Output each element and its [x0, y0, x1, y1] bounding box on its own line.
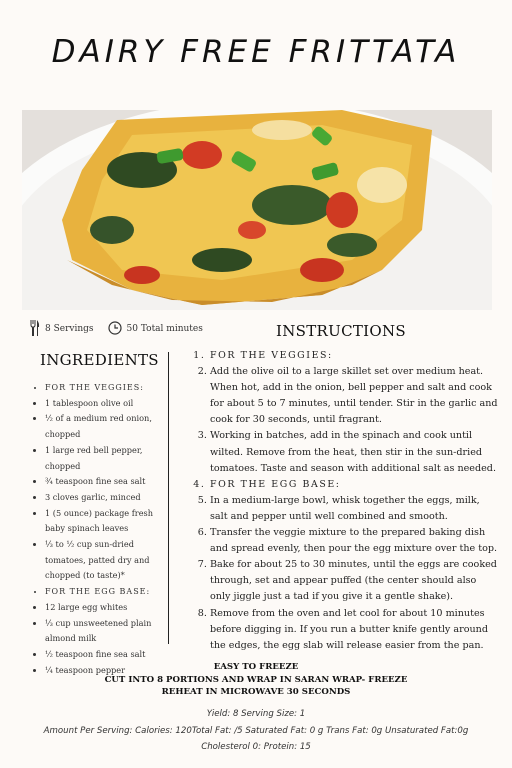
ingredient-item: • ⅓ to ½ cup sun-dried tomatoes, patted dry and chopped (to taste)*	[45, 537, 166, 584]
instruction-group-label: 4. FOR THE EGG BASE:	[210, 477, 498, 493]
frittata-image	[22, 110, 492, 310]
ingredient-item: • 1 (5 ounce) package fresh baby spinach leaves	[45, 506, 166, 537]
instruction-step: 2. Add the olive oil to a large skillet set over medium heat. When hot, add in the onion, bell pepper and salt and cook for about 5 to 7 minutes, until tender. Stir in the garlic and cook for 30 seconds, until fragrant.	[210, 364, 498, 428]
ingredient-item: • 1 tablespoon olive oil	[45, 396, 166, 412]
nutrition-line-2: Cholesterol 0: Protein: 15	[201, 742, 311, 752]
instruction-step: 3. Working in batches, add in the spinach and cook until wilted. Remove from the heat, then stir in the sun-dried tomatoes. Taste and season with additional salt as needed.	[210, 428, 498, 476]
ingredient-item: • ¾ teaspoon fine sea salt	[45, 474, 166, 490]
storage-notes	[0, 661, 512, 699]
ingredient-item: • ½ teaspoon fine sea salt	[45, 647, 166, 663]
instructions-list	[202, 348, 498, 654]
servings-text: 8 Servings	[45, 324, 94, 334]
fork-knife-icon	[30, 320, 40, 339]
nutrition-line: Amount Per Serving: Calories: 120Total Fat: /5 Saturated Fat: 0 g Trans Fat: 0g Unsaturated Fat:0g	[43, 726, 469, 736]
ingredients-list	[30, 380, 166, 678]
ingredient-item: • ¼ teaspoon pepper	[45, 663, 166, 679]
frittata-photo	[22, 110, 492, 310]
note-line: CUT INTO 8 PORTIONS AND WRAP IN SARAN WRAP- FREEZE	[104, 674, 408, 685]
ingredient-item: • 1 large red bell pepper, chopped	[45, 443, 166, 474]
clock-icon	[108, 321, 122, 338]
column-divider	[168, 352, 169, 644]
ingredient-group-label: • FOR THE VEGGIES:	[45, 380, 166, 396]
ingredient-item: • ⅓ cup unsweetened plain almond milk	[45, 616, 166, 647]
recipe-meta	[30, 318, 217, 340]
ingredient-item: • ½ of a medium red onion, chopped	[45, 411, 166, 442]
instruction-step: 7. Bake for about 25 to 30 minutes, until the eggs are cooked through, set and appear puffed (the center should also only jiggle just a tad if you give it a gentle shake).	[210, 557, 498, 605]
instruction-step: 6. Transfer the veggie mixture to the prepared baking dish and spread evenly, then pour the egg mixture over the top.	[210, 525, 498, 557]
instructions-heading: INSTRUCTIONS	[276, 322, 406, 340]
ingredient-item: • 12 large egg whites	[45, 600, 166, 616]
time-text: 50 Total minutes	[126, 324, 203, 334]
recipe-title: DAIRY FREE FRITTATA	[51, 34, 461, 70]
yield-line: Yield: 8 Serving Size: 1	[206, 709, 306, 719]
instruction-group-label: 1. FOR THE VEGGIES:	[210, 348, 498, 364]
note-line: EASY TO FREEZE	[213, 662, 299, 672]
ingredients-heading: INGREDIENTS	[40, 351, 159, 369]
note-line: REHEAT IN MICROWAVE 30 SECONDS	[161, 687, 351, 697]
ingredient-group-label: • FOR THE EGG BASE:	[45, 584, 166, 600]
instruction-step: 5. In a medium-large bowl, whisk together the eggs, milk, salt and pepper until well combined and smooth.	[210, 493, 498, 525]
ingredient-item: • 3 cloves garlic, minced	[45, 490, 166, 506]
instruction-step: 8. Remove from the oven and let cool for about 10 minutes before digging in. If you run a butter knife gently around the edges, the egg slab will release easier from the pan.	[210, 606, 498, 654]
